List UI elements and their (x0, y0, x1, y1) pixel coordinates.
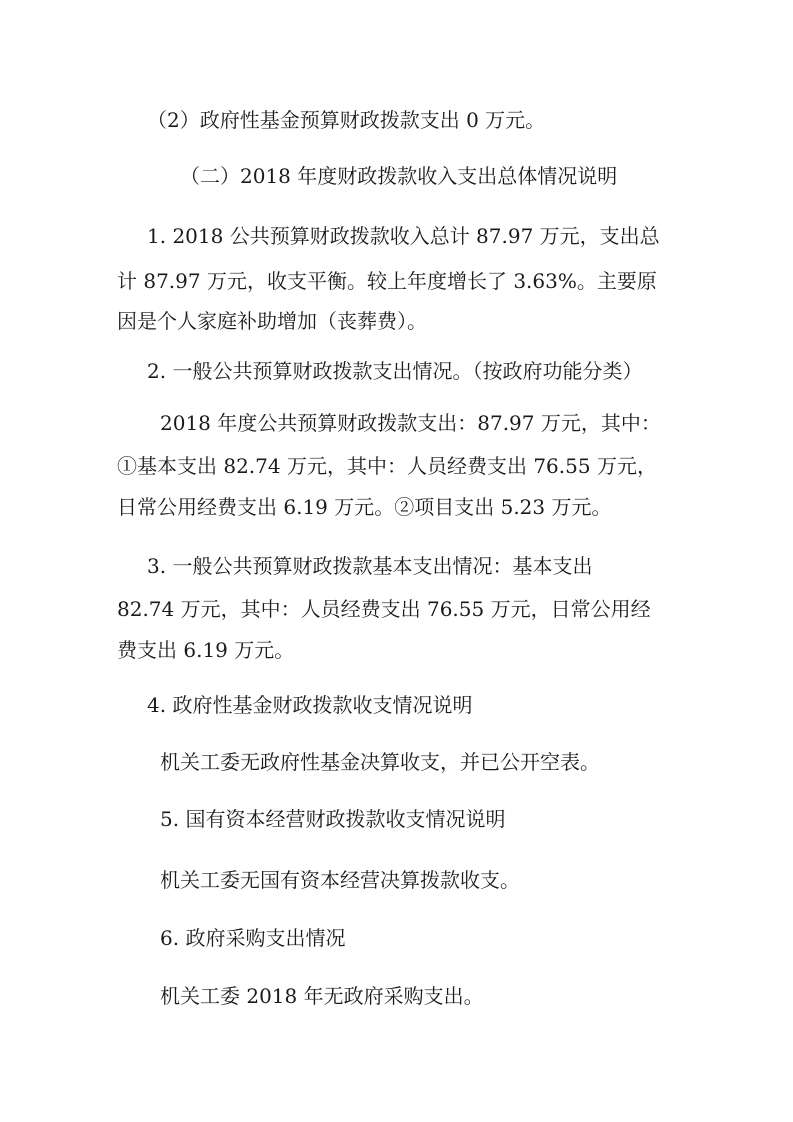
paragraph-line: 因是个人家庭补助增加（丧葬费）。 (117, 309, 427, 333)
paragraph-line: 82.74 万元，其中：人员经费支出 76.55 万元，日常公用经 (117, 597, 651, 621)
paragraph-line: 6. 政府采购支出情况 (160, 926, 346, 950)
paragraph-line: 2. 一般公共预算财政拨款支出情况。（按政府功能分类） (147, 359, 643, 383)
paragraph-line: （2）政府性基金预算财政拨款支出 0 万元。 (147, 108, 546, 132)
paragraph-line: 机关工委无国有资本经营决算拨款收支。 (160, 868, 520, 892)
paragraph-line: 日常公用经费支出 6.19 万元。②项目支出 5.23 万元。 (117, 495, 612, 519)
section-heading: （二）2018 年度财政拨款收入支出总体情况说明 (180, 164, 618, 188)
paragraph-line: 4. 政府性基金财政拨款收支情况说明 (147, 693, 473, 717)
paragraph-line: ①基本支出 82.74 万元，其中：人员经费支出 76.55 万元， (117, 454, 657, 478)
paragraph-line: 5. 国有资本经营财政拨款收支情况说明 (160, 807, 506, 831)
paragraph-line: 3. 一般公共预算财政拨款基本支出情况：基本支出 (147, 554, 593, 578)
paragraph-line: 1. 2018 公共预算财政拨款收入总计 87.97 万元，支出总 (147, 224, 660, 248)
paragraph-line: 计 87.97 万元，收支平衡。较上年度增长了 3.63%。主要原 (117, 269, 657, 293)
paragraph-line: 机关工委 2018 年无政府采购支出。 (160, 984, 484, 1008)
paragraph-line: 机关工委无政府性基金决算收支，并已公开空表。 (160, 750, 600, 774)
paragraph-line: 费支出 6.19 万元。 (117, 638, 295, 662)
paragraph-line: 2018 年度公共预算财政拨款支出：87.97 万元，其中： (160, 411, 661, 435)
